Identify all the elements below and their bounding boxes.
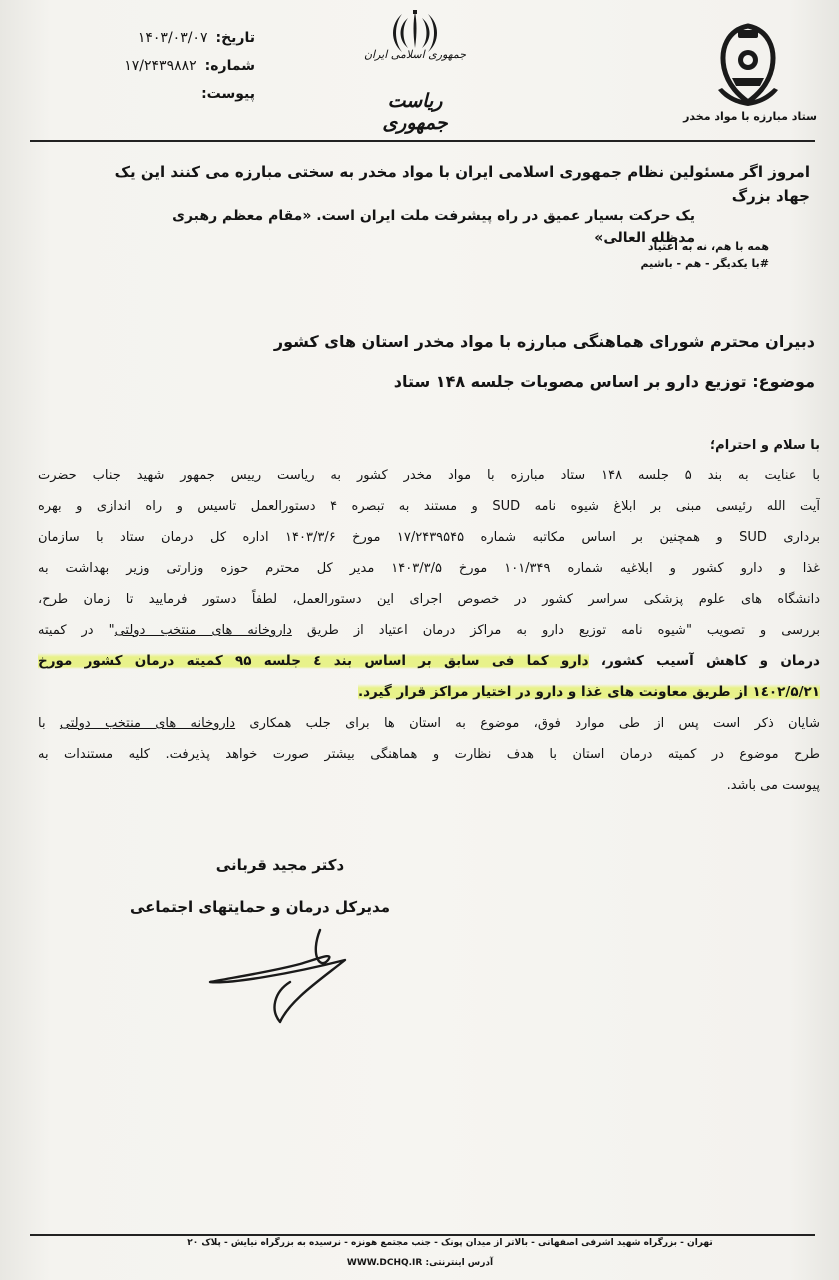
date-label: تاریخ: bbox=[215, 30, 255, 46]
number-row bbox=[55, 52, 255, 80]
footer-website bbox=[240, 1258, 600, 1268]
body-line bbox=[38, 615, 820, 646]
highlighted-phrase: ۱٤۰۲/۵/۲۱ از طریق معاونت های غذا و دارو در اختیار مراکز قرار گیرد. bbox=[357, 684, 820, 700]
drug-control-logo-icon bbox=[712, 20, 784, 108]
body-text: درمان و کاهش آسیب کشور، bbox=[600, 653, 820, 669]
slogan-line-1: همه با هم، نه به اعتیاد bbox=[647, 240, 769, 253]
body-line: طرح موضوع در کمیته درمان استان با هدف نظارت و هماهنگی بیشتر صورت خواهد پذیرفت. کلیه مستندات به bbox=[38, 747, 820, 762]
body-text: بررسی و تصویب "شیوه نامه توزیع دارو به مراکز درمان اعتیاد از طریق bbox=[306, 623, 820, 638]
body-line: برداری SUD و همچنین بر اساس مکاتبه شماره ۱۷/۲۴۳۹۵۴۵ مورخ ۱۴۰۳/۳/۶ اداره کل درمان ستاد با سازمان bbox=[38, 530, 820, 545]
website-value: WWW.DCHQ.IR bbox=[346, 1258, 423, 1268]
handwritten-signature bbox=[170, 900, 370, 1030]
underlined-phrase: داروخانه های منتخب دولتی bbox=[114, 623, 292, 638]
signer-name: دکتر مجید قربانی bbox=[215, 856, 345, 874]
gov-name: جمهوری اسلامی ایران bbox=[363, 48, 467, 61]
footer-address: تهران - بزرگراه شهید اشرفی اصفهانی - بالاتر از میدان پونک - جنب مجتمع هونزه - نرسیده به بزرگراه نیایش - پلاک ۲۰ bbox=[187, 1238, 713, 1248]
letter-body bbox=[38, 460, 820, 801]
presidency-name: ریاست جمهوری bbox=[382, 90, 448, 134]
number-label: شماره: bbox=[204, 58, 255, 74]
body-line bbox=[38, 646, 820, 677]
highlighted-phrase: دارو کما فی سابق بر اساس بند ٤ جلسه ۹۵ کمیته درمان کشور مورخ bbox=[38, 653, 589, 669]
body-line: دانشگاه های علوم پزشکی سراسر کشور در خصوص اجرای این دستورالعمل، لطفاً دستور فرمایید تا زمان طرح، bbox=[38, 592, 820, 607]
attachment-row bbox=[55, 80, 255, 108]
body-line: غذا و دارو کشور و ابلاغیه شماره ۱۰۱/۳۴۹ مورخ ۱۴۰۳/۳/۵ مدیر کل محترم حوزه وزارتی وزیر بهداشت به bbox=[38, 561, 820, 576]
underlined-phrase: داروخانه های منتخب دولتی bbox=[59, 716, 236, 731]
leader-quote-line-2: یک حرکت بسیار عمیق در راه پیشرفت ملت ایران است. «مقام معظم رهبری مدظله العالی» bbox=[172, 208, 695, 246]
slogan-line-2: #با یکدیگر - هم - باشیم bbox=[640, 257, 769, 270]
body-line: آیت الله رئیسی مبنی بر ابلاغ شیوه نامه SUD و مستند به تبصره ۴ دستورالعمل تاسیس و راه اندازی و بهره bbox=[38, 499, 820, 514]
letter-meta bbox=[55, 24, 255, 108]
addressee: دبیران محترم شورای هماهنگی مبارزه با مواد مخدر استان های کشور bbox=[273, 332, 815, 351]
body-line: با عنایت به بند ۵ جلسه ۱۴۸ ستاد مبارزه با مواد مخدر کشور به ریاست رییس جمهور شهید جناب حضرت bbox=[38, 468, 820, 483]
date-value: ۱۴۰۳/۰۳/۰۷ bbox=[137, 30, 208, 46]
slogan bbox=[569, 238, 769, 272]
header-divider bbox=[30, 140, 815, 142]
body-text: " در کمیته bbox=[38, 623, 115, 638]
subject: موضوع: توزیع دارو بر اساس مصوبات جلسه ۱۴۸ ستاد bbox=[393, 372, 815, 391]
greeting: با سلام و احترام؛ bbox=[709, 438, 820, 453]
body-line bbox=[38, 708, 820, 739]
body-line: پیوست می باشد. bbox=[726, 778, 820, 793]
number-value: ۱۷/۲۴۳۹۸۸۲ bbox=[124, 58, 197, 74]
signer-title: مدیرکل درمان و حمایتهای اجتماعی bbox=[129, 898, 391, 916]
org-caption: ستاد مبارزه با مواد مخدر bbox=[683, 110, 817, 123]
website-label: آدرس اینترنتی: bbox=[425, 1258, 494, 1268]
attachment-label: پیوست: bbox=[201, 86, 255, 102]
date-row bbox=[55, 24, 255, 52]
body-text: شایان ذکر است پس از طی موارد فوق، موضوع به استان ها برای جلب همکاری bbox=[249, 716, 820, 731]
leader-quote-line-1: امروز اگر مسئولین نظام جمهوری اسلامی ایران با مواد مخدر به سختی مبارزه می کنند این یک جهاد بزرگ bbox=[114, 163, 810, 205]
body-text: با bbox=[38, 716, 46, 731]
body-line bbox=[38, 677, 820, 708]
footer-divider bbox=[30, 1234, 815, 1236]
